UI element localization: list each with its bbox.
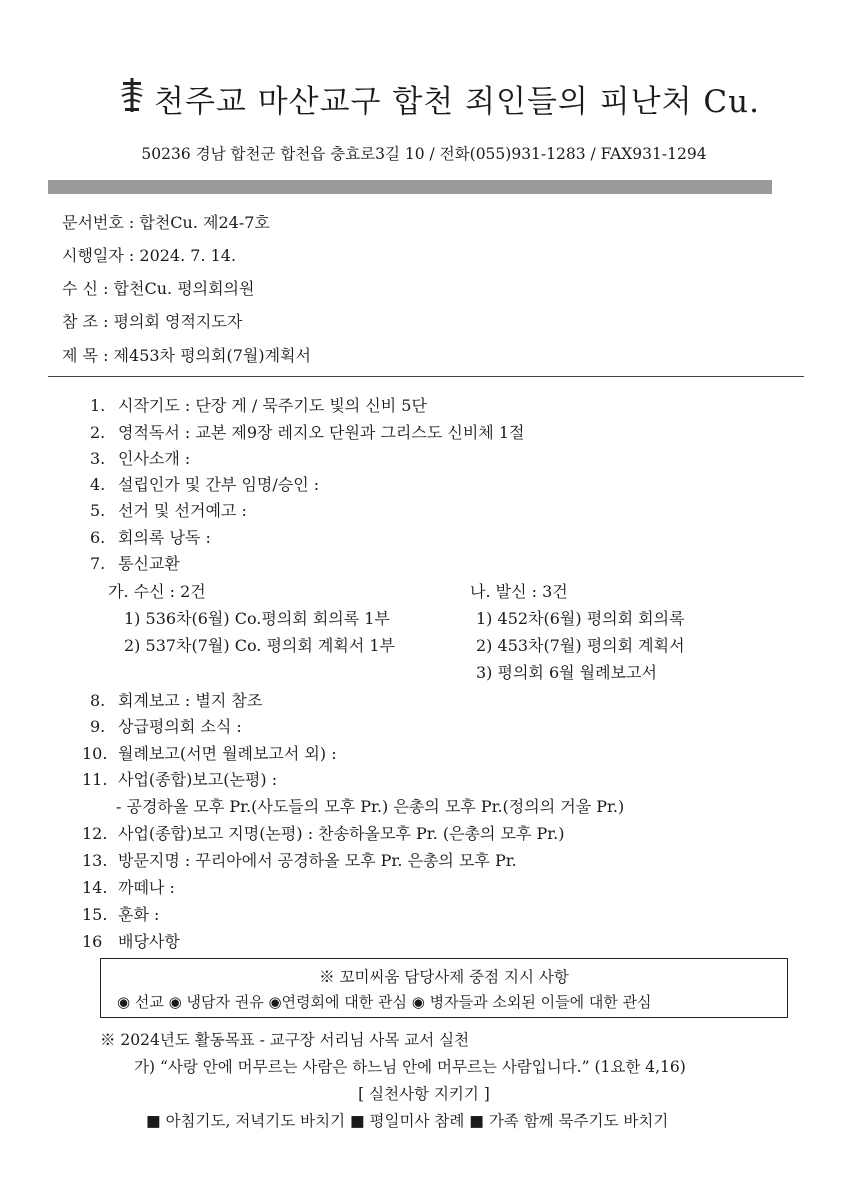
agenda-item: 5. 선거 및 선거예고 :: [90, 501, 247, 520]
agenda-item: 3. 인사소개 :: [90, 449, 191, 468]
subject: 제 목 : 제453차 평의회(7월)계획서: [62, 346, 311, 365]
recipient: 수 신 : 합천Cu. 평의회의원: [62, 279, 255, 298]
item11-detail: - 공경하올 모후 Pr.(사도들의 모후 Pr.) 은총의 모후 Pr.(정의의 거울 Pr.): [116, 797, 625, 816]
agenda-item: 12. 사업(종합)보고 지명(논평) : 찬송하올모후 Pr. (은총의 모후 Pr.): [82, 824, 565, 843]
sent-item: 2) 453차(7월) 평의회 계획서: [476, 636, 685, 655]
document-title: 천주교 마산교구 합천 죄인들의 피난처 Cu.: [154, 84, 760, 120]
diocese-emblem-icon: [117, 78, 147, 112]
agenda-item: 7. 통신교환: [90, 554, 180, 573]
sent-item: 1) 452차(6월) 평의회 회의록: [476, 609, 685, 628]
agenda-item: 11. 사업(종합)보고(논평) :: [82, 770, 278, 789]
section-rule: [48, 376, 804, 377]
agenda-item: 1. 시작기도 : 단장 게 / 묵주기도 빛의 신비 5단: [90, 396, 427, 415]
agenda-item: 9. 상급평의회 소식 :: [90, 717, 242, 736]
sent-item: 3) 평의회 6월 월례보고서: [476, 663, 657, 682]
agenda-item: 2. 영적독서 : 교본 제9장 레지오 단원과 그리스도 신비체 1절: [90, 423, 525, 442]
sent-heading: 나. 발신 : 3건: [470, 582, 568, 601]
goals-quote: 가) “사랑 안에 머무르는 사람은 하느님 안에 머무르는 사람입니다.” (1요한 4,16): [134, 1058, 686, 1076]
practice-list: ■ 아침기도, 저녁기도 바치기 ■ 평일미사 참례 ■ 가족 함께 묵주기도 바치기: [146, 1112, 669, 1130]
goals-heading: ※ 2024년도 활동목표 - 교구장 서리님 사목 교서 실천: [100, 1031, 470, 1049]
agenda-item: 10. 월례보고(서면 월례보고서 외) :: [82, 744, 337, 763]
notice-box: [100, 958, 788, 1018]
doc-number: 문서번호 : 합천Cu. 제24-7호: [62, 213, 270, 232]
header-divider-bar: [48, 180, 772, 194]
received-item: 1) 536차(6월) Co.평의회 회의록 1부: [124, 609, 390, 628]
address-line: 50236 경남 합천군 합천읍 충효로3길 10 / 전화(055)931-1283 / FAX931-1294: [141, 145, 707, 163]
reference: 참 조 : 평의회 영적지도자: [62, 312, 243, 331]
agenda-item: 16 배당사항: [82, 932, 180, 951]
issue-date: 시행일자 : 2024. 7. 14.: [62, 246, 237, 265]
practice-heading: [ 실천사항 지키기 ]: [358, 1085, 490, 1103]
agenda-item: 8. 회계보고 : 별지 참조: [90, 691, 263, 710]
agenda-item: 6. 회의록 낭독 :: [90, 528, 211, 547]
notice-box-title: ※ 꼬미씨움 담당사제 중점 지시 사항: [319, 968, 569, 986]
notice-box-items: ◉ 선교 ◉ 냉담자 권유 ◉연령회에 대한 관심 ◉ 병자들과 소외된 이들에 대한 관심: [117, 993, 652, 1011]
agenda-item: 4. 설립인가 및 간부 임명/승인 :: [90, 475, 320, 494]
received-heading: 가. 수신 : 2건: [108, 582, 206, 601]
agenda-item: 13. 방문지명 : 꾸리아에서 공경하올 모후 Pr. 은총의 모후 Pr.: [82, 851, 517, 870]
agenda-item: 15. 훈화 :: [82, 905, 160, 924]
agenda-item: 14. 까떼나 :: [82, 878, 175, 897]
received-item: 2) 537차(7월) Co. 평의회 계획서 1부: [124, 636, 396, 655]
